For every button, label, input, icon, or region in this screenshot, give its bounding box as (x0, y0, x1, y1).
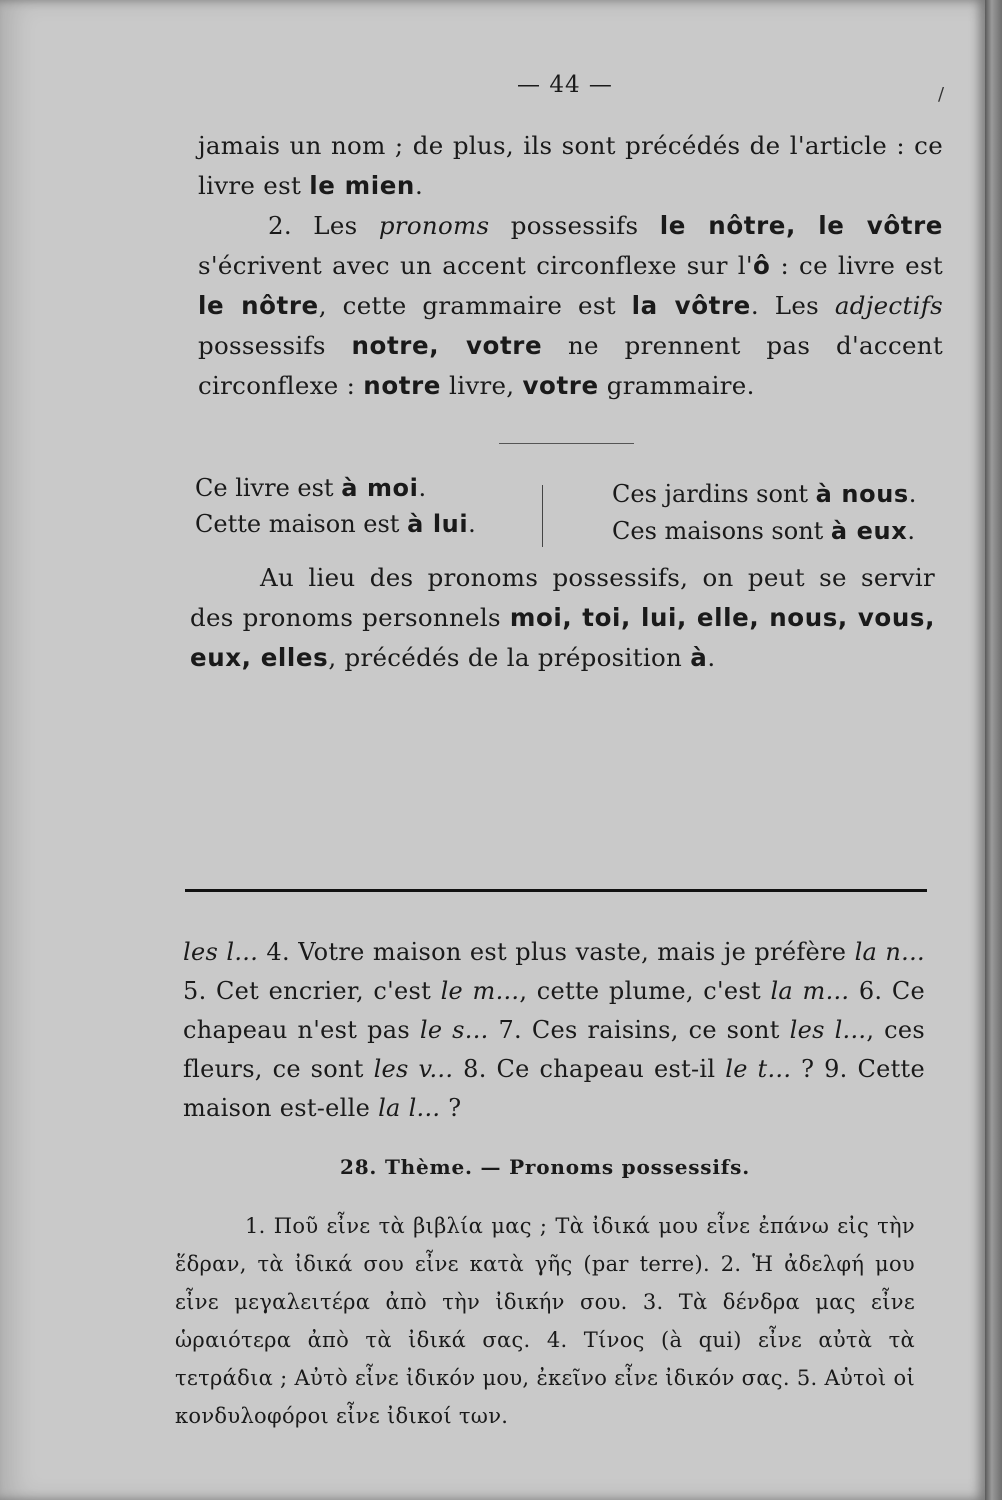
page-edge (985, 0, 1002, 1500)
example-line: Cette maison est à lui. (195, 510, 476, 538)
paragraph-personal-pronouns: Au lieu des pronoms possessifs, on peut se servir des pronoms personnels moi, toi, lui, elle, nous, vous, eux, elles, précédés de la préposition à. (190, 563, 935, 672)
page-number: — 44 — (517, 72, 613, 98)
pencil-mark: / (938, 84, 945, 105)
example-line: Ces jardins sont à nous. (612, 480, 917, 508)
horizontal-rule (185, 889, 927, 892)
theme-heading: 28. Thème. — Pronoms possessifs. (340, 1155, 750, 1179)
exercise-continuation: les l... 4. Votre maison est plus vaste, mais je préfère la n... 5. Cet encrier, c'est le m..., cette plume, c'est la m... 6. Ce chapeau n'est pas le s... 7. Ces raisins, ce sont les l..., ces fleurs, ce sont les v... 8. Ce chapeau est-il le t... ? 9. Cette maison est-elle la l... ? (183, 938, 926, 1122)
examples-left (195, 470, 476, 542)
example-line: Ce livre est à moi. (195, 474, 427, 502)
example-line: Ces maisons sont à eux. (612, 517, 915, 545)
examples-right (612, 476, 916, 550)
theme-greek-text: 1. Ποῦ εἶνε τὰ βιβλία μας ; Τὰ ἰδικά μου εἶνε ἐπάνω εἰς τὴν ἕδραν, τὰ ἰδικά σου εἶνε κατὰ γῆς (par terre). 2. Ἡ ἀδελφή μου εἶνε μεγαλειτέρα ἀπὸ τὴν ἰδικήν σου. 3. Τὰ δένδρα μας εἶνε ὡραιότερα ἀπὸ τὰ ἰδικά σας. 4. Τίνος (à qui) εἶνε αὐτὰ τὰ τετράδια ; Αὐτὸ εἶνε ἰδικόν μου, ἐκεῖνο εἶνε ἰδικόν σας. 5. Αὐτοὶ οἱ κονδυλοφόροι εἶνε ἰδικοί των. (175, 1214, 915, 1428)
paragraph-possessive-pronouns: jamais un nom ; de plus, ils sont précédés de l'article : ce livre est le mien. 2. Les pronoms possessifs le nôtre, le vôtre s'écrivent avec un accent circonflexe sur l'ô : ce livre est le nôtre, cette grammaire est la vôtre. Les adjectifs possessifs notre, votre ne prennent pas d'accent circonflexe : notre livre, votre grammaire. (198, 131, 943, 400)
section-separator (499, 443, 634, 444)
column-divider (542, 485, 543, 547)
